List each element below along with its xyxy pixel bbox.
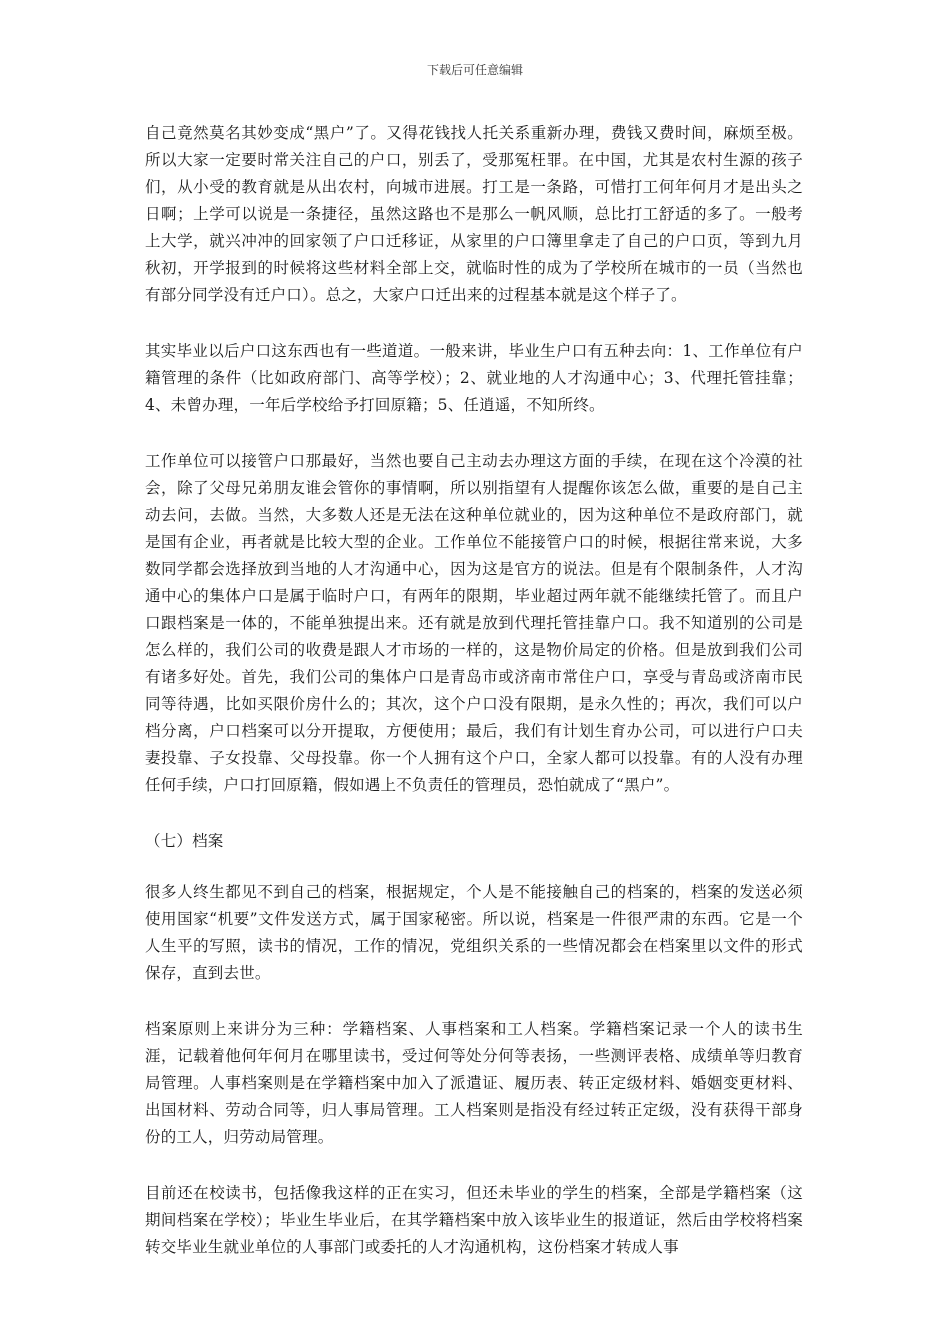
paragraph-archives-intro: 很多人终生都见不到自己的档案，根据规定，个人是不能接触自己的档案的，档案的发送必须使用国家“机要”文件发送方式，属于国家秘密。所以说，档案是一件很严肃的东西。它是一个人生平的写照，读书的情况，工作的情况，党组织关系的一些情况都会在档案里以文件的形式保存，直到去世。 [145,883,803,982]
document-body [145,120,803,1290]
paragraph-archives-students: 目前还在校读书，包括像我这样的正在实习，但还未毕业的学生的档案，全部是学籍档案（这期间档案在学校）；毕业生毕业后，在其学籍档案中放入该毕业生的报道证，然后由学校将档案转交毕业生就业单位的人事部门或委托的人才沟通机构，这份档案才转成人事 [145,1184,803,1256]
section-heading-archives: （七）档案 [145,832,224,850]
paragraph-archives-types: 档案原则上来讲分为三种：学籍档案、人事档案和工人档案。学籍档案记录一个人的读书生涯，记载着他何年何月在哪里读书，受过何等处分何等表扬，一些测评表格、成绩单等归教育局管理。人事档案则是在学籍档案中加入了派遣证、履历表、转正定级材料、婚姻变更材料、出国材料、劳动合同等，归人事局管理。工人档案则是指没有经过转正定级，没有获得干部身份的工人，归劳动局管理。 [145,1020,803,1146]
page-header-note: 下载后可任意编辑 [426,63,523,77]
paragraph-hukou-management: 工作单位可以接管户口那最好，当然也要自己主动去办理这方面的手续，在现在这个冷漠的社会，除了父母兄弟朋友谁会管你的事情啊，所以别指望有人提醒你该怎么做，重要的是自己主动去问，去做。当然，大多数人还是无法在这种单位就业的，因为这种单位不是政府部门，就是国有企业，再者就是比较大型的企业。工作单位不能接管户口的时候，根据往常来说，大多数同学都会选择放到当地的人才沟通中心，因为这是官方的说法。但是有个限制条件，人才沟通中心的集体户口是属于临时户口，有两年的限期，毕业超过两年就不能继续托管了。而且户口跟档案是一体的，不能单独提出来。还有就是放到代理托管挂靠户口。我不知道别的公司是怎么样的，我们公司的收费是跟人才市场的一样的，这是物价局定的价格。但是放到我们公司有诸多好处。首先，我们公司的集体户口是青岛市或济南市常住户口，享受与青岛或济南市民同等待遇，比如买限价房什么的；其次，这个户口没有限期，是永久性的；再次，我们可以户档分离，户口档案可以分开提取，方便使用；最后，我们有计划生育办公司，可以进行户口夫妻投靠、子女投靠、父母投靠。你一个人拥有这个户口，全家人都可以投靠。有的人没有办理任何手续，户口打回原籍，假如遇上不负责任的管理员，恐怕就成了“黑户”。 [145,452,803,794]
paragraph-hukou-intro: 自己竟然莫名其妙变成“黑户”了。又得花钱找人托关系重新办理，费钱又费时间，麻烦至极。所以大家一定要时常关注自己的户口，别丢了，受那冤枉罪。在中国，尤其是农村生源的孩子们，从小受的教育就是从出农村，向城市进展。打工是一条路，可惜打工何年何月才是出头之日啊；上学可以说是一条捷径，虽然这路也不是那么一帆风顺，总比打工舒适的多了。一般考上大学，就兴冲冲的回家领了户口迁移证，从家里的户口簿里拿走了自己的户口页，等到九月秋初，开学报到的时候将这些材料全部上交，就临时性的成为了学校所在城市的一员（当然也有部分同学没有迁户口）。总之，大家户口迁出来的过程基本就是这个样子了。 [145,124,803,304]
paragraph-hukou-destinations: 其实毕业以后户口这东西也有一些道道。一般来讲，毕业生户口有五种去向：1、工作单位有户籍管理的条件（比如政府部门、高等学校）；2、就业地的人才沟通中心；3、代理托管挂靠；4、未曾办理，一年后学校给予打回原籍；5、任逍遥，不知所终。 [145,342,803,414]
